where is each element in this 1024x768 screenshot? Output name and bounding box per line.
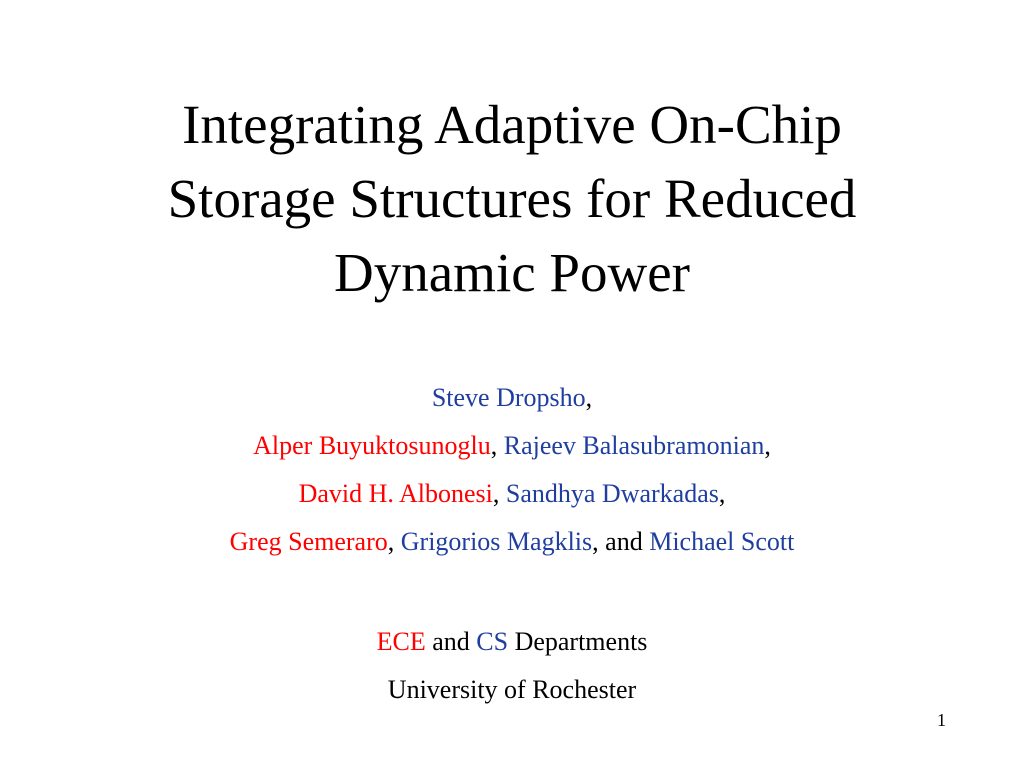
title-line-3: Dynamic Power <box>334 242 690 303</box>
separator: , <box>764 431 771 460</box>
author-name: Michael Scott <box>649 527 795 556</box>
author-name: Grigorios Magklis <box>400 527 593 556</box>
author-name: Greg Semeraro <box>229 527 388 556</box>
author-line-2 <box>40 422 984 470</box>
separator: , and <box>592 527 650 556</box>
separator: , <box>492 479 506 508</box>
separator: , <box>387 527 401 556</box>
title-line-1: Integrating Adaptive On-Chip <box>182 94 842 155</box>
university-name: University of Rochester <box>387 675 637 704</box>
and-text: and <box>425 627 477 656</box>
page-number: 1 <box>937 710 946 730</box>
separator: , <box>490 431 504 460</box>
author-line-3 <box>40 470 984 518</box>
author-line-1 <box>40 374 984 422</box>
author-list <box>40 374 984 566</box>
author-name: Rajeev Balasubramonian <box>503 431 765 460</box>
author-name: Sandhya Dwarkadas <box>505 479 719 508</box>
title-line-2: Storage Structures for Reduced <box>167 168 857 229</box>
affiliation <box>40 618 984 714</box>
separator: , <box>585 383 593 412</box>
ece-label: ECE <box>376 627 426 656</box>
cs-label: CS <box>476 627 509 656</box>
author-name: Steve Dropsho <box>431 383 586 412</box>
departments-line <box>40 618 984 666</box>
departments-text: Departments <box>508 627 648 656</box>
separator: , <box>718 479 726 508</box>
author-name: Alper Buyuktosunoglu <box>253 431 491 460</box>
slide-title <box>60 88 964 310</box>
author-name: David H. Albonesi <box>298 479 493 508</box>
author-line-4 <box>40 518 984 566</box>
